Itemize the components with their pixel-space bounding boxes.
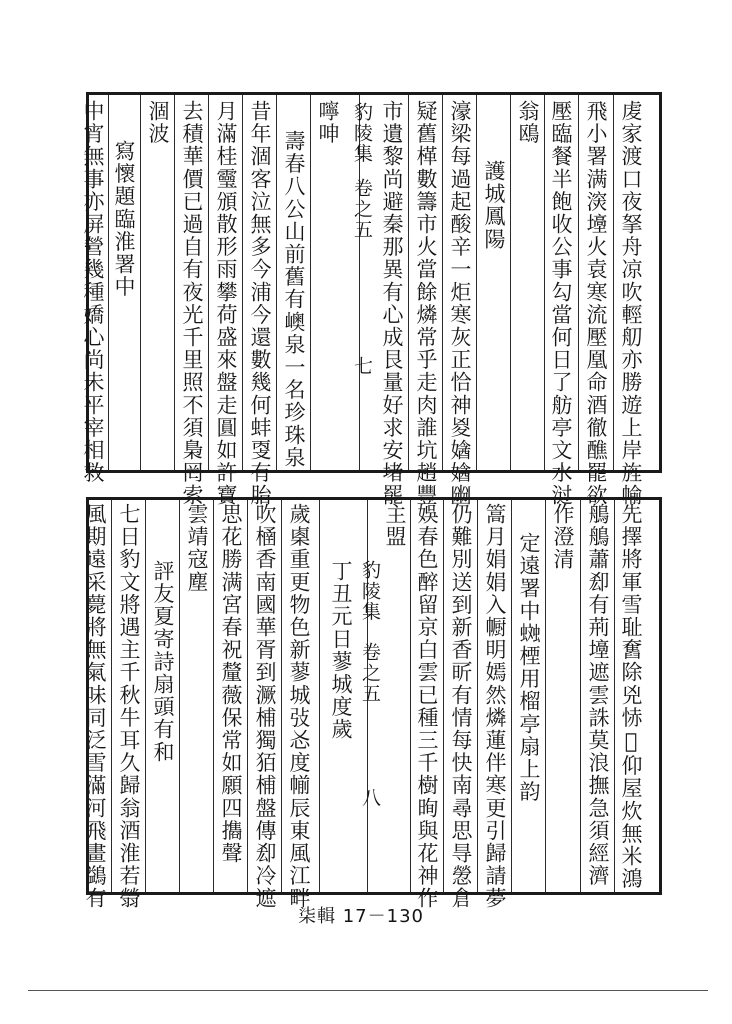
upper-column-rule	[544, 95, 545, 470]
upper-column: 䖍家渡口夜拏舟凉吹輕舠亦勝遊上岸旌㡏	[619, 100, 643, 507]
lower-column-rule	[580, 500, 581, 892]
lower-column: 篙月娟娟入㡡明嫣然燐蓮伴寒更引歸請夢	[483, 503, 507, 910]
upper-column-rule	[140, 95, 141, 470]
upper-column-rule	[408, 95, 409, 470]
upper-column: 疑舊㮖數籌市火當餘燐常乎走肉誰坑趙豐	[414, 100, 438, 507]
lower-column: 評友夏寄詩扇頭有和	[151, 560, 175, 764]
upper-column-rule	[310, 95, 311, 470]
lower-column: 思花勝满宮春祝釐薇保常如願四㩦聲	[219, 503, 243, 865]
upper-column: 飛小署满㴱㙵火袁寒流壓凰命酒徹醮罷欲	[584, 100, 608, 507]
lower-column: 主盟	[383, 503, 407, 549]
upper-column: 去積華價已過自有夜光千里照不須梟罔索	[180, 100, 204, 507]
lower-column-rule	[477, 500, 478, 892]
upper-folio-book-title: 豹陵集	[351, 102, 373, 164]
upper-column-rule	[476, 95, 477, 470]
upper-column-rule	[242, 95, 243, 470]
upper-column-rule	[276, 95, 277, 470]
lower-column-rule	[111, 500, 112, 892]
upper-column: 護城鳳陽	[482, 160, 506, 251]
lower-column: 歲㮚重更物色新蓼城㢭㣻度㡐辰東風江畔	[287, 503, 311, 910]
upper-column-rule	[108, 95, 109, 470]
upper-column: 嚀呻	[316, 100, 340, 146]
upper-column: 中宵無事亦屏營幾種嬌心尚未平宰相救	[81, 100, 105, 485]
lower-column-rule	[179, 500, 180, 892]
upper-column: 翁鴎	[516, 100, 540, 146]
upper-column: 涸波	[146, 100, 170, 146]
lower-column-rule	[511, 500, 512, 892]
lower-column: 丁丑元日蓼城度歲	[329, 560, 353, 741]
upper-column: 寫懷題臨淮署中	[112, 140, 136, 299]
lower-column-rule	[410, 500, 411, 892]
lower-column-rule	[614, 500, 615, 892]
lower-column-rule	[443, 500, 444, 892]
upper-column-rule	[442, 95, 443, 470]
lower-column-rule	[319, 500, 320, 892]
upper-column-rule	[613, 95, 614, 470]
upper-column: 月滿桂𩆜頒散形雨攀荷盛來盤走圓如許寶	[214, 100, 238, 507]
upper-folio-volume: 卷之五	[351, 178, 373, 240]
upper-folio-page-number: 七	[351, 356, 373, 377]
lower-column-rule	[145, 500, 146, 892]
lower-column: 仍難別送到新香㪽有情每快南尋思㝵憥倉	[449, 503, 473, 910]
lower-column: 作澄清	[551, 503, 575, 571]
lower-column: 吹㮭香南國華胥到㵐㭪獨㹮㭪盤傳㕁冷遮	[253, 503, 277, 910]
lower-column-rule	[545, 500, 546, 892]
upper-column-rule	[578, 95, 579, 470]
lower-column: 七日豹文將遇主千秋牛耳久歸翁酒淮若䎕	[117, 503, 141, 910]
upper-folio-frame	[86, 92, 662, 473]
lower-folio-book-title: 豹陵集	[359, 560, 381, 622]
upper-column: 市遺黎尚避秦那異有心成艮量好求安堵罷	[380, 100, 404, 507]
lower-column: 娛春色醉留京白雲已種三千樹㫬與花神作	[415, 503, 439, 910]
upper-column-rule	[174, 95, 175, 470]
lower-column: 雲靖寇塵	[185, 503, 209, 594]
lower-column: 鵃鵃蕭㕁有荊㙵遮雲誅莫浪撫急須經濟	[586, 503, 610, 888]
lower-column: 先擇將軍雪耻𡚒除兇㤸𡁾仰屋炊無米鴻	[619, 503, 643, 891]
lower-folio-page-number: 八	[359, 788, 381, 809]
lower-column-rule	[281, 500, 282, 892]
lower-column: 定遠署中𧏎㮒用榴亭扇上韵	[517, 532, 541, 804]
upper-column: 壓臨餐半飽收公事勾當何日了舫亭文水㳡	[549, 100, 573, 507]
lower-column-rule	[213, 500, 214, 892]
upper-column-rule	[510, 95, 511, 470]
upper-column: 壽春八公山前舊有㠗泉一名珍珠泉	[282, 130, 306, 469]
upper-column: 昔年涸客泣無多今浦今還數幾何蚌㪅有胎	[248, 100, 272, 507]
bottom-edge-line	[28, 990, 708, 991]
footer-page-number: 柒輯 17－130	[298, 906, 424, 927]
lower-column-rule	[247, 500, 248, 892]
upper-column-rule	[208, 95, 209, 470]
lower-column: 風期遠采薨將無氣味同泛雪滿河飛畫鷁有	[83, 503, 107, 910]
upper-column: 濠梁每過起酸辛一炬寒灰正恰神㚇㜝㜝㟗	[448, 100, 472, 507]
lower-folio-volume: 卷之五	[359, 642, 381, 704]
